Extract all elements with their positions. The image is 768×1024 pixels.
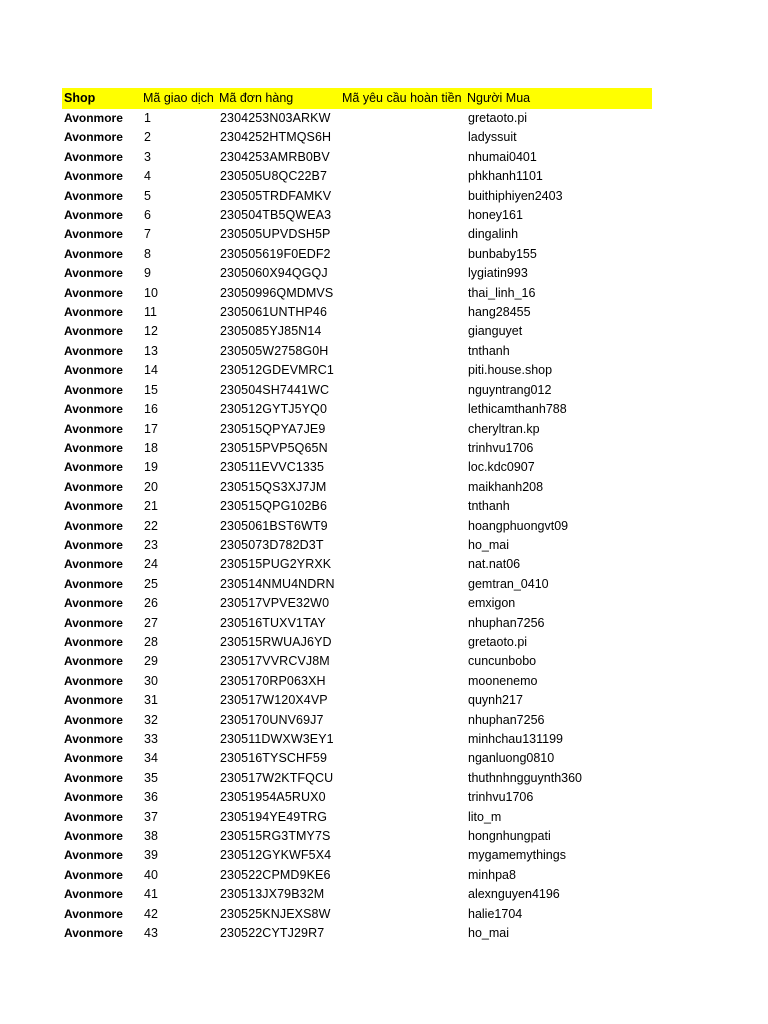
- cell-refund-request-id: [341, 458, 466, 477]
- cell-transaction-id: 10: [144, 285, 158, 300]
- cell-buyer: halie1704: [468, 906, 523, 921]
- cell-buyer: maikhanh208: [468, 479, 544, 494]
- cell-refund-request-id: [341, 711, 466, 730]
- orders-table: [62, 88, 652, 943]
- table-row: [62, 381, 652, 400]
- table-row: [62, 148, 652, 167]
- cell-transaction-id: 29: [144, 654, 158, 669]
- cell-buyer: lethicamthanh788: [468, 402, 567, 417]
- cell-shop: Avonmore: [64, 169, 123, 184]
- cell-buyer: moonenemo: [468, 673, 538, 688]
- table-row: [62, 303, 652, 322]
- cell-shop: Avonmore: [64, 402, 123, 417]
- cell-buyer: tnthanh: [468, 343, 510, 358]
- header-row: [62, 88, 652, 109]
- table-row: [62, 206, 652, 225]
- cell-refund-request-id: [341, 478, 466, 497]
- table-row: [62, 187, 652, 206]
- table-row: [62, 885, 652, 904]
- cell-shop: Avonmore: [64, 867, 123, 882]
- cell-shop: Avonmore: [64, 848, 123, 863]
- cell-shop: Avonmore: [64, 926, 123, 941]
- cell-order-id: 230514NMU4NDRN: [220, 576, 335, 591]
- cell-buyer: lygiatin993: [468, 266, 528, 281]
- table-row: [62, 691, 652, 710]
- cell-buyer: thuthnhngguynth360: [468, 770, 582, 785]
- cell-order-id: 230512GYKWF5X4: [220, 848, 332, 863]
- cell-transaction-id: 9: [144, 266, 151, 281]
- cell-order-id: 230512GDEVMRC1: [220, 363, 334, 378]
- cell-buyer: ho_mai: [468, 537, 509, 552]
- cell-transaction-id: 21: [144, 499, 158, 514]
- cell-buyer: nhumai0401: [468, 149, 537, 164]
- table-row: [62, 866, 652, 885]
- cell-buyer: buithiphiyen2403: [468, 188, 563, 203]
- cell-transaction-id: 41: [144, 887, 158, 902]
- cell-refund-request-id: [341, 167, 466, 186]
- cell-transaction-id: 7: [144, 227, 151, 242]
- table-row: [62, 517, 652, 536]
- cell-buyer: ho_mai: [468, 926, 509, 941]
- cell-order-id: 230515PVP5Q65N: [220, 440, 328, 455]
- cell-order-id: 230515PUG2YRXK: [220, 557, 332, 572]
- cell-refund-request-id: [341, 225, 466, 244]
- cell-transaction-id: 13: [144, 343, 158, 358]
- cell-refund-request-id: [341, 517, 466, 536]
- cell-refund-request-id: [341, 536, 466, 555]
- cell-order-id: 230517VVRCVJ8M: [220, 654, 330, 669]
- cell-buyer: nguyntrang012: [468, 382, 552, 397]
- table-row: [62, 245, 652, 264]
- table-body: [62, 109, 652, 943]
- cell-order-id: 2305060X94QGQJ: [220, 266, 328, 281]
- cell-refund-request-id: [341, 109, 466, 128]
- cell-refund-request-id: [341, 808, 466, 827]
- table-row: [62, 264, 652, 283]
- cell-transaction-id: 31: [144, 693, 158, 708]
- cell-buyer: hang28455: [468, 305, 531, 320]
- cell-transaction-id: 27: [144, 615, 158, 630]
- cell-shop: Avonmore: [64, 246, 123, 261]
- cell-transaction-id: 14: [144, 363, 158, 378]
- table-row: [62, 633, 652, 652]
- cell-order-id: 230505TRDFAMKV: [220, 188, 332, 203]
- cell-buyer: emxigon: [468, 596, 516, 611]
- cell-transaction-id: 28: [144, 634, 158, 649]
- cell-shop: Avonmore: [64, 809, 123, 824]
- cell-buyer: quynh217: [468, 693, 523, 708]
- table-row: [62, 769, 652, 788]
- cell-buyer: thai_linh_16: [468, 285, 536, 300]
- cell-refund-request-id: [341, 827, 466, 846]
- table-row: [62, 400, 652, 419]
- table-row: [62, 167, 652, 186]
- cell-shop: Avonmore: [64, 770, 123, 785]
- cell-shop: Avonmore: [64, 343, 123, 358]
- table-row: [62, 109, 652, 128]
- cell-refund-request-id: [341, 128, 466, 147]
- cell-buyer: alexnguyen4196: [468, 887, 560, 902]
- cell-refund-request-id: [341, 672, 466, 691]
- cell-order-id: 2305170UNV69J7: [220, 712, 324, 727]
- cell-transaction-id: 43: [144, 926, 158, 941]
- cell-shop: Avonmore: [64, 440, 123, 455]
- cell-refund-request-id: [341, 497, 466, 516]
- header-shop: Shop: [64, 91, 96, 105]
- cell-refund-request-id: [341, 420, 466, 439]
- cell-order-id: 230505UPVDSH5P: [220, 227, 331, 242]
- table-row: [62, 711, 652, 730]
- cell-transaction-id: 37: [144, 809, 158, 824]
- cell-order-id: 2305061UNTHP46: [220, 305, 328, 320]
- cell-order-id: 2304252HTMQS6H: [220, 130, 332, 145]
- table-row: [62, 420, 652, 439]
- cell-order-id: 230504SH7441WC: [220, 382, 330, 397]
- table-row: [62, 614, 652, 633]
- cell-buyer: bunbaby155: [468, 246, 537, 261]
- cell-refund-request-id: [341, 614, 466, 633]
- cell-transaction-id: 38: [144, 829, 158, 844]
- cell-order-id: 230516TYSCHF59: [220, 751, 328, 766]
- cell-order-id: 230522CYTJ29R7: [220, 926, 325, 941]
- cell-order-id: 230515QPG102B6: [220, 499, 328, 514]
- cell-order-id: 230516TUXV1TAY: [220, 615, 326, 630]
- cell-transaction-id: 19: [144, 460, 158, 475]
- cell-refund-request-id: [341, 924, 466, 943]
- cell-shop: Avonmore: [64, 149, 123, 164]
- table-row: [62, 846, 652, 865]
- cell-transaction-id: 30: [144, 673, 158, 688]
- cell-transaction-id: 6: [144, 208, 151, 223]
- header-order-id: Mã đơn hàng: [219, 91, 294, 105]
- table-row: [62, 322, 652, 341]
- cell-refund-request-id: [341, 691, 466, 710]
- cell-transaction-id: 32: [144, 712, 158, 727]
- table-row: [62, 652, 652, 671]
- cell-refund-request-id: [341, 633, 466, 652]
- cell-order-id: 230515QS3XJ7JM: [220, 479, 327, 494]
- cell-shop: Avonmore: [64, 111, 123, 125]
- table-row: [62, 730, 652, 749]
- cell-refund-request-id: [341, 322, 466, 341]
- cell-shop: Avonmore: [64, 693, 123, 708]
- table-row: [62, 497, 652, 516]
- cell-order-id: 230515QPYA7JE9: [220, 421, 326, 436]
- cell-order-id: 23051954A5RUX0: [220, 790, 326, 805]
- cell-transaction-id: 36: [144, 790, 158, 805]
- cell-order-id: 230512GYTJ5YQ0: [220, 402, 328, 417]
- table-row: [62, 225, 652, 244]
- cell-shop: Avonmore: [64, 382, 123, 397]
- cell-order-id: 230505619F0EDF2: [220, 246, 331, 261]
- cell-transaction-id: 34: [144, 751, 158, 766]
- cell-buyer: nganluong0810: [468, 751, 555, 766]
- cell-refund-request-id: [341, 206, 466, 225]
- cell-shop: Avonmore: [64, 460, 123, 475]
- cell-shop: Avonmore: [64, 208, 123, 223]
- cell-transaction-id: 17: [144, 421, 158, 436]
- cell-refund-request-id: [341, 148, 466, 167]
- cell-transaction-id: 8: [144, 246, 151, 261]
- table-row: [62, 555, 652, 574]
- cell-shop: Avonmore: [64, 188, 123, 203]
- cell-shop: Avonmore: [64, 906, 123, 921]
- cell-refund-request-id: [341, 749, 466, 768]
- cell-transaction-id: 35: [144, 770, 158, 785]
- cell-order-id: 230517W120X4VP: [220, 693, 328, 708]
- cell-shop: Avonmore: [64, 130, 123, 145]
- cell-refund-request-id: [341, 439, 466, 458]
- cell-transaction-id: 24: [144, 557, 158, 572]
- cell-refund-request-id: [341, 555, 466, 574]
- cell-shop: Avonmore: [64, 363, 123, 378]
- cell-shop: Avonmore: [64, 499, 123, 514]
- cell-transaction-id: 40: [144, 867, 158, 882]
- cell-shop: Avonmore: [64, 634, 123, 649]
- cell-refund-request-id: [341, 187, 466, 206]
- cell-shop: Avonmore: [64, 557, 123, 572]
- cell-transaction-id: 23: [144, 537, 158, 552]
- cell-order-id: 230522CPMD9KE6: [220, 867, 331, 882]
- cell-buyer: minhchau131199: [468, 732, 563, 746]
- table-row: [62, 788, 652, 807]
- cell-buyer: trinhvu1706: [468, 790, 534, 805]
- cell-shop: Avonmore: [64, 751, 123, 766]
- cell-refund-request-id: [341, 866, 466, 885]
- cell-buyer: gianguyet: [468, 324, 523, 339]
- cell-transaction-id: 1: [144, 111, 151, 125]
- cell-order-id: 2304253AMRB0BV: [220, 149, 330, 164]
- cell-buyer: tnthanh: [468, 499, 510, 514]
- spreadsheet: [62, 88, 652, 943]
- cell-buyer: honey161: [468, 208, 523, 223]
- cell-order-id: 2305061BST6WT9: [220, 518, 328, 533]
- cell-refund-request-id: [341, 284, 466, 303]
- cell-buyer: dingalinh: [468, 227, 519, 242]
- cell-order-id: 230517W2KTFQCU: [220, 770, 334, 785]
- cell-refund-request-id: [341, 400, 466, 419]
- cell-buyer: phkhanh1101: [468, 169, 543, 184]
- cell-transaction-id: 4: [144, 169, 151, 184]
- cell-refund-request-id: [341, 788, 466, 807]
- table-row: [62, 361, 652, 380]
- table-row: [62, 439, 652, 458]
- table-row: [62, 478, 652, 497]
- cell-shop: Avonmore: [64, 596, 123, 611]
- cell-buyer: hongnhungpati: [468, 829, 551, 844]
- cell-transaction-id: 22: [144, 518, 158, 533]
- cell-buyer: cheryltran.kp: [468, 421, 540, 436]
- cell-order-id: 230525KNJEXS8W: [220, 906, 331, 921]
- cell-buyer: minhpa8: [468, 867, 516, 882]
- cell-shop: Avonmore: [64, 285, 123, 300]
- cell-shop: Avonmore: [64, 537, 123, 552]
- cell-buyer: nhuphan7256: [468, 615, 545, 630]
- cell-order-id: 230505U8QC22B7: [220, 169, 328, 184]
- cell-order-id: 23050996QMDMVS: [220, 285, 334, 300]
- cell-shop: Avonmore: [64, 576, 123, 591]
- cell-refund-request-id: [341, 264, 466, 283]
- cell-shop: Avonmore: [64, 673, 123, 688]
- cell-transaction-id: 20: [144, 479, 158, 494]
- cell-transaction-id: 3: [144, 149, 151, 164]
- cell-buyer: loc.kdc0907: [468, 460, 535, 475]
- table-row: [62, 128, 652, 147]
- cell-buyer: trinhvu1706: [468, 440, 534, 455]
- cell-buyer: nhuphan7256: [468, 712, 545, 727]
- table-row: [62, 749, 652, 768]
- cell-shop: Avonmore: [64, 324, 123, 339]
- header-transaction-id: Mã giao dịch: [143, 91, 214, 105]
- cell-buyer: piti.house.shop: [468, 363, 553, 378]
- cell-buyer: nat.nat06: [468, 557, 521, 572]
- cell-shop: Avonmore: [64, 615, 123, 630]
- cell-refund-request-id: [341, 342, 466, 361]
- cell-refund-request-id: [341, 846, 466, 865]
- cell-refund-request-id: [341, 594, 466, 613]
- cell-transaction-id: 16: [144, 402, 158, 417]
- cell-refund-request-id: [341, 769, 466, 788]
- header-refund-request-id: Mã yêu cầu hoàn tiền: [342, 91, 462, 105]
- cell-order-id: 230511EVVC1335: [220, 460, 325, 475]
- cell-buyer: gretaoto.pi: [468, 111, 528, 125]
- table-row: [62, 827, 652, 846]
- cell-shop: Avonmore: [64, 305, 123, 320]
- cell-transaction-id: 11: [144, 305, 157, 320]
- cell-order-id: 230511DWXW3EY1: [220, 732, 334, 746]
- cell-shop: Avonmore: [64, 518, 123, 533]
- cell-shop: Avonmore: [64, 266, 123, 281]
- cell-shop: Avonmore: [64, 654, 123, 669]
- cell-order-id: 2305085YJ85N14: [220, 324, 322, 339]
- cell-refund-request-id: [341, 361, 466, 380]
- cell-buyer: gretaoto.pi: [468, 634, 528, 649]
- cell-order-id: 2305194YE49TRG: [220, 809, 328, 824]
- cell-buyer: ladyssuit: [468, 130, 517, 145]
- cell-transaction-id: 2: [144, 130, 151, 145]
- cell-order-id: 2304253N03ARKW: [220, 111, 331, 125]
- cell-shop: Avonmore: [64, 227, 123, 242]
- cell-order-id: 230515RWUAJ6YD: [220, 634, 332, 649]
- cell-refund-request-id: [341, 730, 466, 749]
- header-buyer: Người Mua: [467, 91, 531, 105]
- cell-buyer: mygamemythings: [468, 848, 566, 863]
- cell-buyer: hoangphuongvt09: [468, 518, 569, 533]
- cell-refund-request-id: [341, 575, 466, 594]
- cell-transaction-id: 18: [144, 440, 158, 455]
- table-row: [62, 284, 652, 303]
- cell-order-id: 230513JX79B32M: [220, 887, 325, 902]
- cell-refund-request-id: [341, 652, 466, 671]
- cell-shop: Avonmore: [64, 790, 123, 805]
- cell-transaction-id: 42: [144, 906, 158, 921]
- cell-refund-request-id: [341, 381, 466, 400]
- cell-transaction-id: 12: [144, 324, 158, 339]
- cell-transaction-id: 5: [144, 188, 151, 203]
- table-row: [62, 808, 652, 827]
- cell-transaction-id: 26: [144, 596, 158, 611]
- cell-buyer: gemtran_0410: [468, 576, 549, 591]
- cell-buyer: lito_m: [468, 809, 502, 824]
- cell-order-id: 2305170RP063XH: [220, 673, 326, 688]
- cell-refund-request-id: [341, 245, 466, 264]
- cell-shop: Avonmore: [64, 421, 123, 436]
- cell-transaction-id: 39: [144, 848, 158, 863]
- cell-transaction-id: 15: [144, 382, 158, 397]
- cell-transaction-id: 33: [144, 732, 158, 746]
- cell-order-id: 230517VPVE32W0: [220, 596, 330, 611]
- cell-shop: Avonmore: [64, 712, 123, 727]
- cell-order-id: 230515RG3TMY7S: [220, 829, 331, 844]
- cell-transaction-id: 25: [144, 576, 158, 591]
- table-row: [62, 458, 652, 477]
- cell-order-id: 2305073D782D3T: [220, 537, 324, 552]
- cell-order-id: 230505W2758G0H: [220, 343, 329, 358]
- cell-refund-request-id: [341, 885, 466, 904]
- table-row: [62, 342, 652, 361]
- table-row: [62, 924, 652, 943]
- table-row: [62, 905, 652, 924]
- cell-shop: Avonmore: [64, 829, 123, 844]
- cell-refund-request-id: [341, 905, 466, 924]
- cell-shop: Avonmore: [64, 732, 123, 746]
- table-row: [62, 594, 652, 613]
- cell-order-id: 230504TB5QWEA3: [220, 208, 332, 223]
- cell-refund-request-id: [341, 303, 466, 322]
- table-row: [62, 536, 652, 555]
- table-row: [62, 672, 652, 691]
- cell-shop: Avonmore: [64, 479, 123, 494]
- cell-shop: Avonmore: [64, 887, 123, 902]
- cell-buyer: cuncunbobo: [468, 654, 537, 669]
- table-row: [62, 575, 652, 594]
